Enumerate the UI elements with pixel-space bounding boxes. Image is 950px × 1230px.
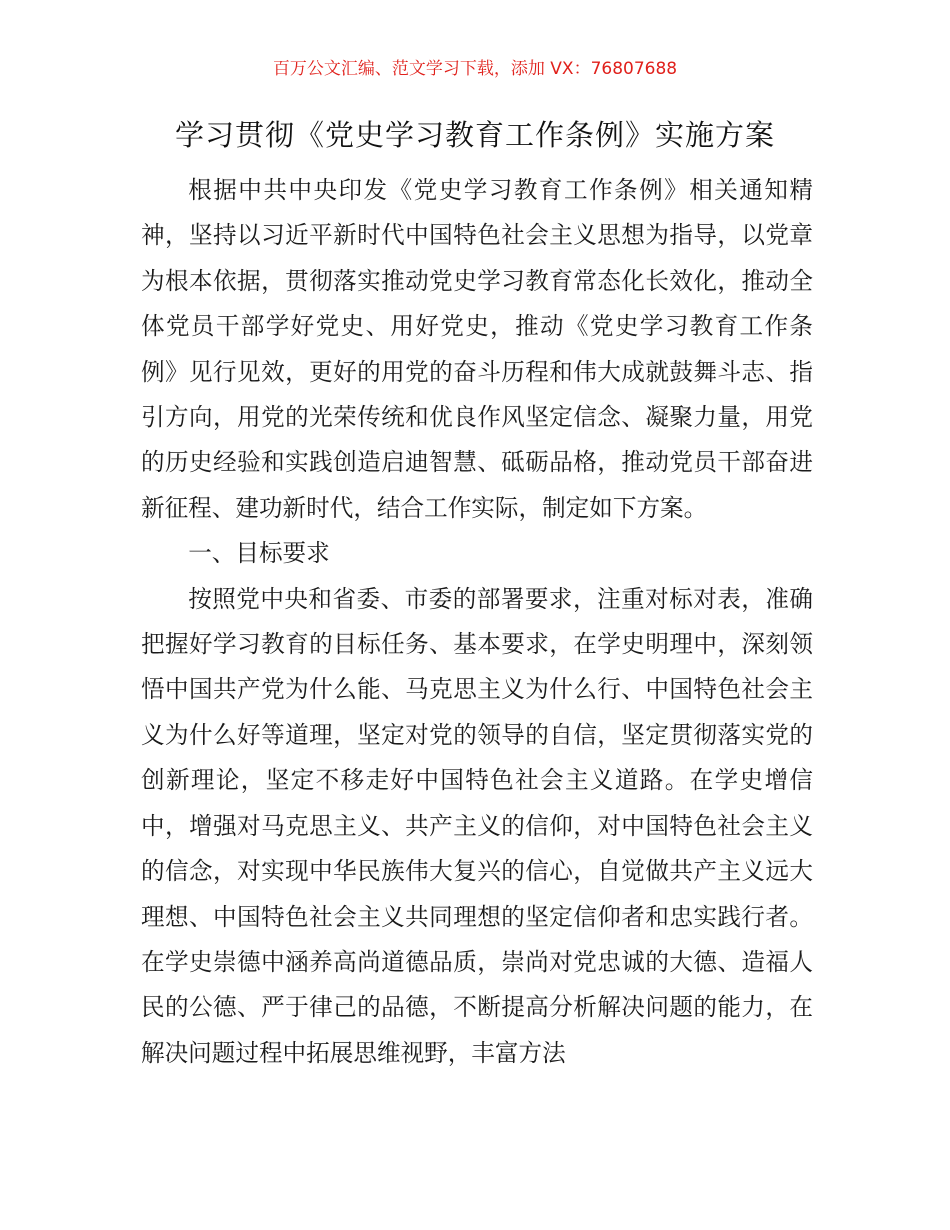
goals-paragraph: 按照党中央和省委、市委的部署要求，注重对标对表，准确把握好学习教育的目标任务、基本要求，在学史明理中，深刻领悟中国共产党为什么能、马克思主义为什么行、中国特色社会主义为什么好等道理，坚定对党的领导的自信，坚定贯彻落实党的创新理论，坚定不移走好中国特色社会主义道路。在学史增信中，增强对马克思主义、共产主义的信仰，对中国特色社会主义的信念，对实现中华民族伟大复兴的信心，自觉做共产主义远大理想、中国特色社会主义共同理想的坚定信仰者和忠实践行者。在学史崇德中涵养高尚道德品质，崇尚对党忠诚的大德、造福人民的公德、严于律己的品德，不断提高分析解决问题的能力，在解决问题过程中拓展思维视野，丰富方法	[141, 584, 813, 1067]
intro-paragraph: 根据中共中央印发《党史学习教育工作条例》相关通知精神，坚持以习近平新时代中国特色社会主义思想为指导，以党章为根本依据，贯彻落实推动党史学习教育常态化长效化，推动全体党员干部学好党史、用好党史，推动《党史学习教育工作条例》见行见效，更好的用党的奋斗历程和伟大成就鼓舞斗志、指引方向，用党的光荣传统和优良作风坚定信念、凝聚力量，用党的历史经验和实践创造启迪智慧、砥砺品格，推动党员干部奋进新征程、建功新时代，结合工作实际，制定如下方案。	[141, 176, 813, 522]
document-body	[141, 168, 813, 1076]
section-heading-goals: 一、目标要求	[188, 539, 330, 568]
document-title: 学习贯彻《党史学习教育工作条例》实施方案	[174, 118, 775, 152]
promo-header-note: 百万公文汇编、范文学习下载，添加 VX：76807688	[272, 59, 678, 79]
